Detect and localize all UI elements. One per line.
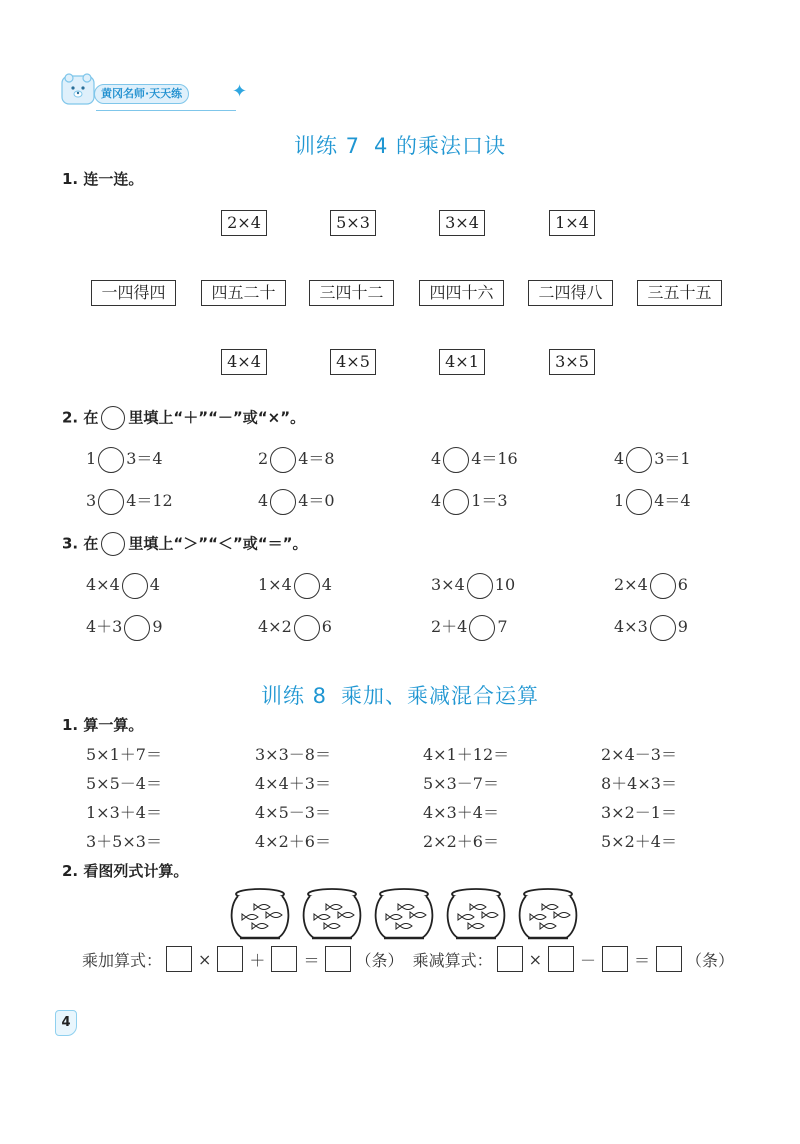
calc-item[interactable]: 4×1＋12＝ <box>423 745 510 764</box>
calc-item[interactable]: 3×3－8＝ <box>255 745 331 764</box>
expr-left: 1×4 <box>258 575 292 594</box>
section-8-title <box>0 680 800 710</box>
expr-left: 1 <box>614 491 625 510</box>
calc-item[interactable]: 4×2＋6＝ <box>255 832 331 851</box>
expr-left: 4×3 <box>614 617 648 636</box>
expr-right: 10 <box>494 575 516 594</box>
expr-right: 9 <box>152 617 163 636</box>
expr-left: 2＋4 <box>431 617 468 636</box>
answer-box[interactable] <box>217 946 243 972</box>
section-8-number: 训练 8 <box>260 684 328 708</box>
expr-left: 4 <box>431 449 442 468</box>
expr-left: 4×4 <box>86 575 120 594</box>
expr-left: 4＋3 <box>86 617 123 636</box>
match-middle-2[interactable]: 四五二十 <box>201 280 286 306</box>
match-middle-1[interactable]: 一四得四 <box>91 280 176 306</box>
fill-expression <box>258 488 335 515</box>
compare-expression <box>86 572 160 599</box>
calc-item[interactable]: 4×3＋4＝ <box>423 803 499 822</box>
answer-box[interactable] <box>166 946 192 972</box>
formula-row <box>82 946 734 980</box>
answer-circle[interactable] <box>443 447 469 473</box>
expr-left: 4 <box>431 491 442 510</box>
fish-bowl-icon <box>300 887 364 943</box>
expr-right: 4＝0 <box>298 491 335 510</box>
match-middle-6[interactable]: 三五十五 <box>637 280 722 306</box>
expr-right: 9 <box>677 617 688 636</box>
question-8-1-label: 1. 算一算。 <box>62 716 144 734</box>
match-top-4[interactable]: 1×4 <box>549 210 595 236</box>
calc-item[interactable]: 5×5－4＝ <box>86 774 162 793</box>
match-bottom-4[interactable]: 3×5 <box>549 349 595 375</box>
fill-expression <box>614 446 691 473</box>
circle-icon <box>101 532 125 556</box>
answer-circle[interactable] <box>294 573 320 599</box>
section-7-number: 训练 7 <box>293 134 360 158</box>
answer-circle[interactable] <box>650 573 676 599</box>
question-7-3-label <box>62 532 308 556</box>
match-top-1[interactable]: 2×4 <box>221 210 267 236</box>
unit-label: （条） <box>686 950 735 970</box>
match-top-2[interactable]: 5×3 <box>330 210 376 236</box>
expr-right: 6 <box>321 617 332 636</box>
compare-expression <box>431 614 508 641</box>
answer-box[interactable] <box>497 946 523 972</box>
fish-bowls-illustration <box>228 887 588 945</box>
q-label-prefix: 3. 在 <box>62 534 99 553</box>
expr-right: 3＝1 <box>654 449 691 468</box>
expr-left: 4 <box>614 449 625 468</box>
expr-right: 1＝3 <box>471 491 508 510</box>
q-label-suffix: 里填上“＞”“＜”或“＝”。 <box>128 534 308 553</box>
fish-bowl-icon <box>444 887 508 943</box>
expr-right: 4＝16 <box>471 449 518 468</box>
expr-left: 4 <box>258 491 269 510</box>
fish-bowl-icon <box>228 887 292 943</box>
minus-sign: － <box>579 950 596 970</box>
expr-right: 4＝4 <box>654 491 691 510</box>
bear-icon <box>60 72 96 106</box>
calc-item[interactable]: 2×2＋6＝ <box>423 832 499 851</box>
expr-right: 4＝12 <box>126 491 173 510</box>
expr-left: 1 <box>86 449 97 468</box>
fill-expression <box>86 488 173 515</box>
question-8-2-label: 2. 看图列式计算。 <box>62 862 189 880</box>
brand-name: 黄冈名师·天天练 <box>94 84 189 104</box>
compare-expression <box>258 614 332 641</box>
equals-sign: ＝ <box>303 950 320 970</box>
answer-box[interactable] <box>656 946 682 972</box>
calc-item[interactable]: 5×2＋4＝ <box>601 832 677 851</box>
answer-box[interactable] <box>602 946 628 972</box>
answer-circle[interactable] <box>467 573 493 599</box>
match-bottom-3[interactable]: 4×1 <box>439 349 485 375</box>
fill-expression <box>431 488 508 515</box>
section-8-heading: 乘加、乘减混合运算 <box>341 684 540 708</box>
match-top-3[interactable]: 3×4 <box>439 210 485 236</box>
answer-circle[interactable] <box>294 615 320 641</box>
answer-box[interactable] <box>325 946 351 972</box>
expr-right: 7 <box>497 617 508 636</box>
plus-sign: ＋ <box>249 950 266 970</box>
answer-box[interactable] <box>271 946 297 972</box>
header-divider <box>96 110 236 111</box>
expr-right: 4 <box>321 575 332 594</box>
compare-expression <box>614 572 688 599</box>
fish-bowl-icon <box>516 887 580 943</box>
fill-expression <box>86 446 163 473</box>
expr-right: 4＝8 <box>298 449 335 468</box>
calc-item[interactable]: 5×3－7＝ <box>423 774 499 793</box>
expr-left: 2×4 <box>614 575 648 594</box>
answer-circle[interactable] <box>98 489 124 515</box>
sparkle-icon: ✦ <box>232 81 248 102</box>
question-7-1-label: 1. 连一连。 <box>62 170 144 188</box>
fill-expression <box>258 446 335 473</box>
compare-expression <box>86 614 163 641</box>
answer-circle[interactable] <box>443 489 469 515</box>
calc-item[interactable]: 3×2－1＝ <box>601 803 677 822</box>
calc-item[interactable]: 1×3＋4＝ <box>86 803 162 822</box>
answer-circle[interactable] <box>122 573 148 599</box>
fill-expression <box>431 446 518 473</box>
compare-expression <box>614 614 688 641</box>
calc-item[interactable]: 5×1＋7＝ <box>86 745 162 764</box>
times-sign: × <box>198 949 212 969</box>
compare-expression <box>258 572 332 599</box>
answer-circle[interactable] <box>650 615 676 641</box>
equals-sign: ＝ <box>634 950 651 970</box>
add-formula-label: 乘加算式： <box>82 950 163 970</box>
times-sign: × <box>528 949 542 969</box>
match-bottom-2[interactable]: 4×5 <box>330 349 376 375</box>
compare-expression <box>431 572 515 599</box>
expr-left: 3 <box>86 491 97 510</box>
expr-left: 3×4 <box>431 575 465 594</box>
calc-item[interactable]: 4×5－3＝ <box>255 803 331 822</box>
calc-item[interactable]: 8＋4×3＝ <box>601 774 677 793</box>
expr-right: 6 <box>677 575 688 594</box>
match-middle-4[interactable]: 四四十六 <box>419 280 504 306</box>
question-7-2-label <box>62 406 305 430</box>
expr-left: 4×2 <box>258 617 292 636</box>
fill-expression <box>614 488 691 515</box>
q-label-prefix: 2. 在 <box>62 408 99 427</box>
answer-box[interactable] <box>548 946 574 972</box>
section-7-heading: 4 的乘法口诀 <box>374 134 507 158</box>
header-logo <box>60 72 250 112</box>
expr-right: 3＝4 <box>126 449 163 468</box>
section-7-title <box>0 130 800 160</box>
calc-item[interactable]: 2×4－3＝ <box>601 745 677 764</box>
match-bottom-1[interactable]: 4×4 <box>221 349 267 375</box>
answer-circle[interactable] <box>124 615 150 641</box>
answer-circle[interactable] <box>626 489 652 515</box>
answer-circle[interactable] <box>270 447 296 473</box>
sub-formula-label: 乘减算式： <box>412 950 493 970</box>
calc-item[interactable]: 3＋5×3＝ <box>86 832 162 851</box>
answer-circle[interactable] <box>98 447 124 473</box>
expr-left: 2 <box>258 449 269 468</box>
page-number: 4 <box>55 1010 77 1036</box>
match-middle-3[interactable]: 三四十二 <box>309 280 394 306</box>
unit-label: （条） <box>355 950 404 970</box>
answer-circle[interactable] <box>469 615 495 641</box>
circle-icon <box>101 406 125 430</box>
calc-item[interactable]: 4×4＋3＝ <box>255 774 331 793</box>
fish-bowl-icon <box>372 887 436 943</box>
answer-circle[interactable] <box>626 447 652 473</box>
match-middle-5[interactable]: 二四得八 <box>528 280 613 306</box>
expr-right: 4 <box>149 575 160 594</box>
answer-circle[interactable] <box>270 489 296 515</box>
q-label-suffix: 里填上“＋”“－”或“×”。 <box>128 408 306 427</box>
